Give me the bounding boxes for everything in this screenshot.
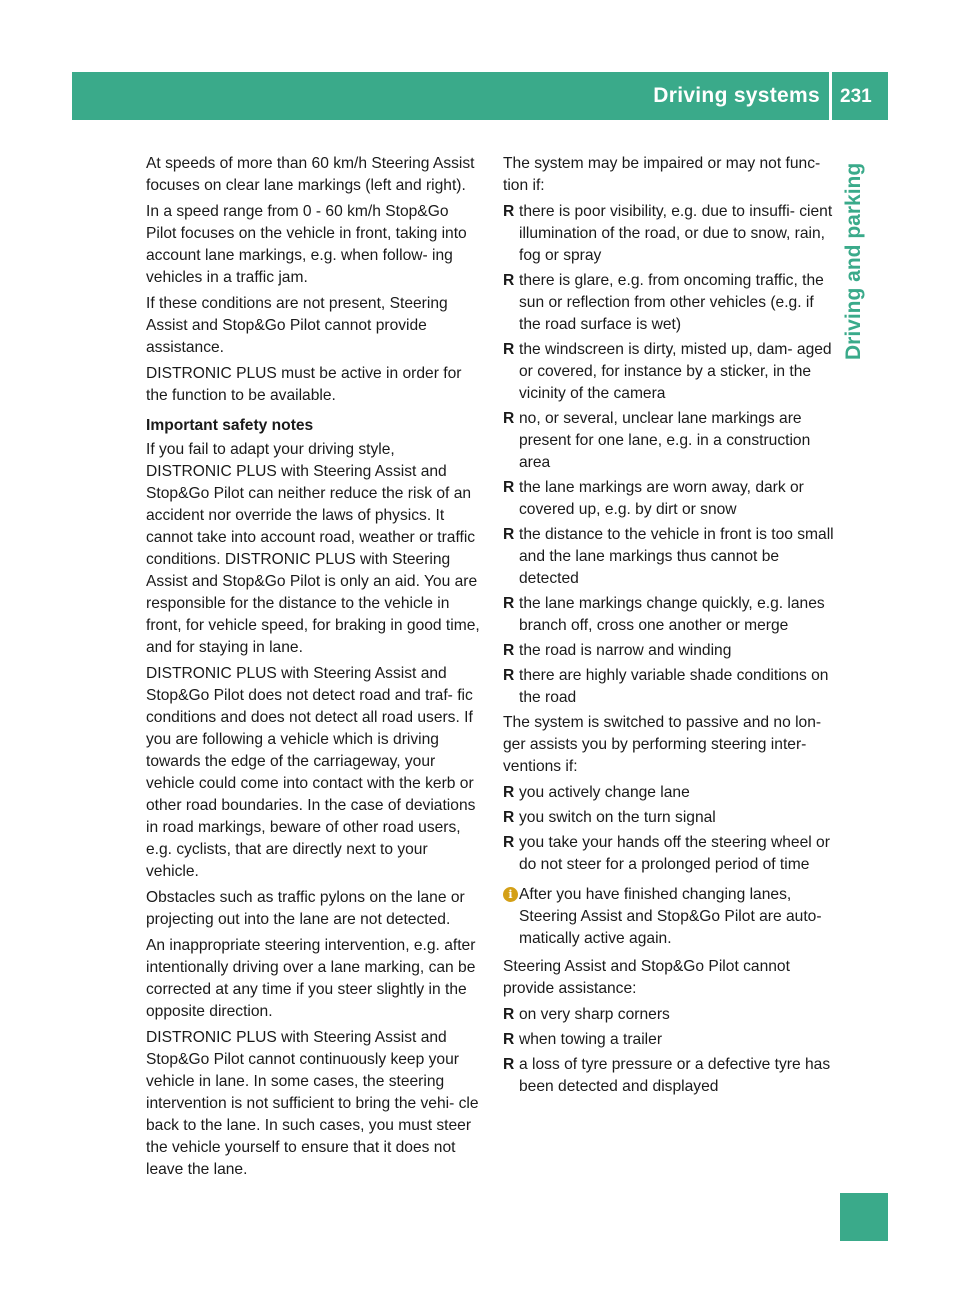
bullet-marker: R (503, 203, 515, 220)
list-item: R the distance to the vehicle in front is too small and the lane markings thus cannot be detected (503, 526, 834, 587)
info-note-text: After you have finished changing lanes, Steering Assist and Stop&Go Pilot are auto- matically active again. (519, 886, 822, 947)
info-note (503, 884, 835, 950)
list-item: R on very sharp corners (503, 1004, 835, 1026)
paragraph: If these conditions are not present, Steering Assist and Stop&Go Pilot cannot provide assistance. (146, 295, 448, 356)
list-item: R no, or several, unclear lane markings are present for one lane, e.g. in a construction area (503, 410, 811, 471)
list-item: R there are highly variable shade conditions on the road (503, 667, 829, 706)
paragraph: In a speed range from 0 - 60 km/h Stop&Go Pilot focuses on the vehicle in front, taking into account lane markings, e.g. when follow- ing vehicles in a traffic jam. (146, 203, 467, 286)
bullet-marker: R (503, 341, 515, 358)
list-item: R a loss of tyre pressure or a defective tyre has been detected and displayed (503, 1056, 831, 1095)
bullet-marker: R (503, 272, 515, 289)
bullet-list (503, 782, 835, 876)
bullet-list (503, 201, 835, 709)
section-heading: Important safety notes (146, 417, 314, 434)
list-item: R the windscreen is dirty, misted up, dam- aged or covered, for instance by a sticker, in the vicinity of the camera (503, 341, 832, 402)
paragraph: DISTRONIC PLUS with Steering Assist and Stop&Go Pilot does not detect road and traf- fic conditions and does not detect all road users. If you are following a vehicle which is driving towards the edge of the carriageway, your vehicle could come into contact with the kerb or other road boundaries. In the case of deviations in road markings, beware of other road users, e.g. cyclists, that are directly next to your vehicle. (146, 665, 476, 880)
list-item: R the lane markings are worn away, dark or covered up, e.g. by dirt or snow (503, 479, 804, 518)
paragraph: DISTRONIC PLUS must be active in order for the function to be available. (146, 365, 462, 404)
section-title: Driving systems (653, 84, 820, 107)
list-item: R you take your hands off the steering wheel or do not steer for a prolonged period of time (503, 834, 830, 873)
bullet-marker: R (503, 1006, 515, 1023)
bullet-marker: R (503, 526, 515, 543)
paragraph: DISTRONIC PLUS with Steering Assist and Stop&Go Pilot cannot continuously keep your vehicle in lane. In some cases, the steering intervention is not sufficient to bring the vehi- cle back to the lane. In such cases, you must steer the vehicle yourself to ensure that it does not leave the lane. (146, 1029, 479, 1178)
bullet-marker: R (503, 1031, 515, 1048)
chapter-tab-label: Driving and parking (842, 162, 865, 360)
bullet-marker: R (503, 595, 515, 612)
left-column (146, 153, 482, 1185)
chapter-marker-square (840, 1193, 888, 1241)
info-icon: i (503, 887, 518, 902)
bullet-marker: R (503, 410, 515, 427)
list-item: R when towing a trailer (503, 1029, 835, 1051)
bullet-marker: R (503, 1056, 515, 1073)
bullet-marker: R (503, 834, 515, 851)
paragraph: If you fail to adapt your driving style, DISTRONIC PLUS with Steering Assist and Stop&Go Pilot can neither reduce the risk of an accident nor override the laws of physics. It cannot take into account road, weather or traffic conditions. DISTRONIC PLUS with Steering Assist and Stop&Go Pilot is only an aid. You are responsible for the distance to the vehicle in front, for vehicle speed, for braking in good time, and for staying in lane. (146, 441, 480, 656)
bullet-marker: R (503, 784, 515, 801)
bullet-marker: R (503, 642, 515, 659)
list-item: R there is glare, e.g. from oncoming traffic, the sun or reflection from other vehicles (e.g. if the road surface is wet) (503, 272, 824, 333)
bullet-marker: R (503, 479, 515, 496)
header-divider (829, 72, 832, 120)
bullet-marker: R (503, 809, 515, 826)
paragraph: The system may be impaired or may not func- tion if: (503, 155, 821, 194)
list-item: R the road is narrow and winding (503, 640, 835, 662)
page-number: 231 (840, 86, 872, 107)
paragraph: The system is switched to passive and no lon- ger assists you by performing steering inter- ventions if: (503, 714, 822, 775)
list-item: R the lane markings change quickly, e.g. lanes branch off, cross one another or merge (503, 595, 825, 634)
bullet-list (503, 1004, 835, 1098)
list-item: R you switch on the turn signal (503, 807, 835, 829)
right-column (503, 153, 835, 1101)
paragraph: Steering Assist and Stop&Go Pilot cannot provide assistance: (503, 958, 790, 997)
bullet-marker: R (503, 667, 515, 684)
paragraph: At speeds of more than 60 km/h Steering Assist focuses on clear lane markings (left and right). (146, 155, 475, 194)
paragraph: Obstacles such as traffic pylons on the lane or projecting out into the lane are not detected. (146, 889, 465, 928)
list-item: R you actively change lane (503, 782, 835, 804)
list-item: R there is poor visibility, e.g. due to insuffi- cient illumination of the road, or due to snow, rain, fog or spray (503, 203, 833, 264)
paragraph: An inappropriate steering intervention, e.g. after intentionally driving over a lane marking, can be corrected at any time if you steer slightly in the opposite direction. (146, 937, 476, 1020)
